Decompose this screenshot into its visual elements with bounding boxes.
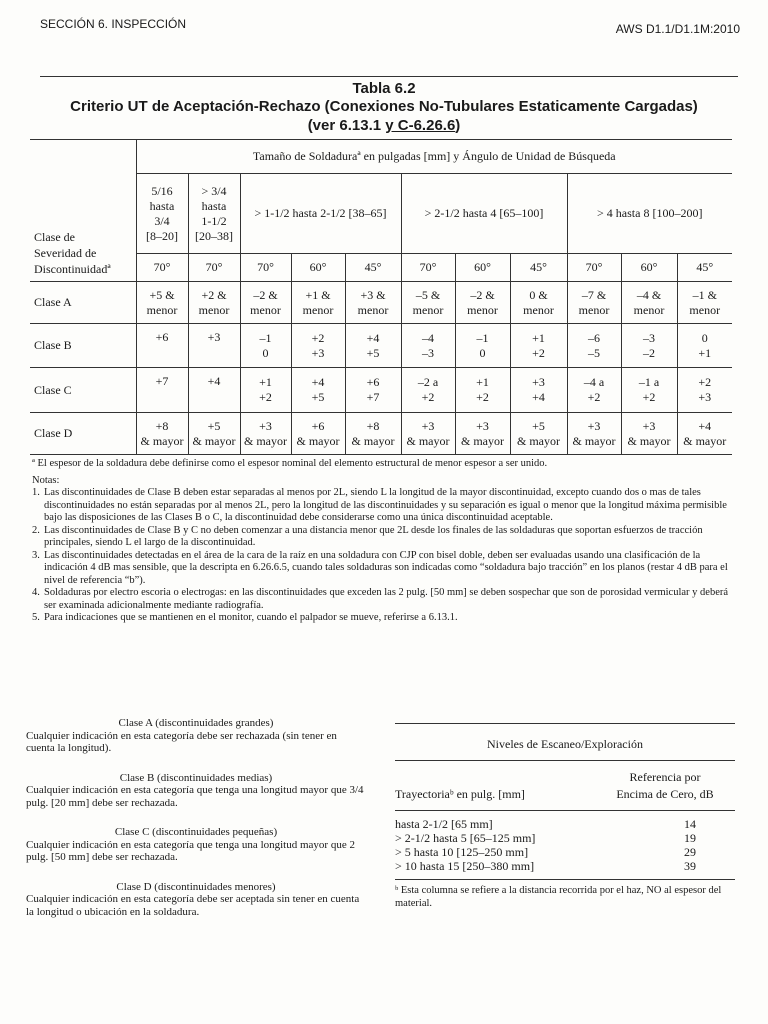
value-cell: +3 & mayor	[401, 413, 455, 455]
note-item: 2. Las discontinuidades de Clase B y C no deben comenzar a una distancia menor que 2L desde los finales de las soldaduras que soportan esfuerzos de tracción principales, siendo L el largo de la discontinuidad.	[32, 524, 703, 548]
group-4: > 4 hasta 8 [100–200]	[567, 174, 732, 254]
table-row	[30, 282, 732, 324]
footnote-a: ª El espesor de la soldadura debe definirse como el espesor nominal del elemento estructural de menor espesor a ser unido.	[32, 458, 548, 469]
notes-heading: Notas:	[32, 474, 60, 486]
angle-cell: 60°	[291, 254, 345, 282]
value-cell: 0 & menor	[510, 282, 567, 324]
value-cell: +4	[188, 368, 240, 413]
top-rule	[40, 76, 738, 77]
value-cell: –4 & menor	[621, 282, 677, 324]
notes-section	[32, 458, 738, 625]
value-cell: +1 +2	[510, 324, 567, 368]
group-1-1-2: > 1-1/2 hasta 2-1/2 [38–65]	[240, 174, 401, 254]
angle-cell: 70°	[136, 254, 188, 282]
scan-row: > 5 hasta 10 [125–250 mm] 29	[395, 845, 696, 859]
section-header: SECCIÓN 6. INSPECCIÓN	[40, 17, 187, 31]
scan-row: > 10 hasta 15 [250–380 mm] 39	[395, 859, 696, 873]
value-cell: –4 a +2	[567, 368, 621, 413]
value-cell: +5 & menor	[136, 282, 188, 324]
class-definitions	[26, 717, 366, 935]
value-cell: +2 & menor	[188, 282, 240, 324]
note-item: 5. Para indicaciones que se mantienen en el monitor, cuando el palpador se mueve, referirse a 6.13.1.	[32, 612, 458, 623]
note-item: 1. Las discontinuidades de Clase B deben estar separadas al menos por 2L, siendo L la longitud de la mayor discontinuidad, excepto cuando dos o mas de tales discontinuidades no están separadas por al menos 2L, pero la longitud de las discontinuidades y su separación es igual o menor que la longitud máxima permisible bajo las disposiciones de las Clases B o C, la discontinuidad debe considerarse como una única discontinuidad aceptable.	[32, 487, 727, 523]
value-cell: –5 & menor	[401, 282, 455, 324]
class-definition: Clase A (discontinuidades grandes) Cualquier indicación en esta categoría debe ser rechazada (sin tener en cuenta la longitud).	[26, 717, 337, 754]
group-3-4: > 3/4 hasta 1-1/2 [20–38]	[188, 174, 240, 254]
group-5-16: 5/16 hasta 3/4 [8–20]	[136, 174, 188, 254]
table-number: Tabla 6.2	[352, 80, 416, 97]
class-label: Clase B	[30, 324, 136, 368]
value-cell: –6 –5	[567, 324, 621, 368]
value-cell: –2 & menor	[240, 282, 291, 324]
angle-cell: 60°	[455, 254, 510, 282]
angle-cell: 45°	[510, 254, 567, 282]
table-title: Criterio UT de Aceptación-Rechazo (Conexiones No-Tubulares Estaticamente Cargadas)	[70, 98, 698, 115]
footnote-b: ᵇ Esta columna se refiere a la distancia recorrida por el haz, NO al espesor del material.	[395, 885, 722, 909]
value-cell: –3 –2	[621, 324, 677, 368]
angle-cell: 70°	[240, 254, 291, 282]
value-cell: +8 & mayor	[345, 413, 401, 455]
group-2-1-2: > 2-1/2 hasta 4 [65–100]	[401, 174, 567, 254]
value-cell: +3	[188, 324, 240, 368]
value-cell: –1 0	[455, 324, 510, 368]
value-cell: +5 & mayor	[188, 413, 240, 455]
value-cell: –4 –3	[401, 324, 455, 368]
class-definition: Clase D (discontinuidades menores) Cualquier indicación en esta categoría debe ser aceptada sin tener en cuenta la longitud o ubicación en la soldadura.	[26, 880, 360, 918]
value-cell: +3 & mayor	[621, 413, 677, 455]
value-cell: +2 +3	[291, 324, 345, 368]
angle-cell: 45°	[345, 254, 401, 282]
value-cell: +6 & mayor	[291, 413, 345, 455]
value-cell: +1 +2	[455, 368, 510, 413]
value-cell: +3 & mayor	[567, 413, 621, 455]
value-cell: +6	[136, 324, 188, 368]
class-definition: Clase B (discontinuidades medias) Cualquier indicación en esta categoría que tenga una longitud mayor que 3/4 pulg. [20 mm] debe ser rechazada.	[26, 771, 364, 809]
note-item: 3. Las discontinuidades detectadas en el área de la cara de la raíz en una soldadura con CJP con bisel doble, deben ser evaluadas usando una clasificación de la indicación 4 dB mas sensible, que la descripta en 6.26.6.5, cuando tales soldaduras son indicadas como “soldadura bajo tracción” en los planos (restar 4 dB para el nivel de referencia “b”).	[32, 549, 728, 586]
scan-title: Niveles de Escaneo/Exploración	[487, 737, 643, 751]
reference-link[interactable]: y C-6.26.6	[385, 117, 456, 134]
scan-col-db: Referencia por Encima de Cero, dB	[616, 770, 714, 801]
value-cell: +3 & mayor	[455, 413, 510, 455]
value-cell: 0 +1	[677, 324, 732, 368]
table-row	[30, 368, 732, 413]
angle-cell: 70°	[188, 254, 240, 282]
scan-levels-table	[395, 723, 735, 910]
value-cell: +2 +3	[677, 368, 732, 413]
class-definition: Clase C (discontinuidades pequeñas) Cualquier indicación en esta categoría que tenga una longitud mayor que 2 pulg. [50 mm] debe ser rechazada.	[26, 826, 355, 863]
acceptance-table	[30, 139, 732, 455]
value-cell: –2 a +2	[401, 368, 455, 413]
value-cell: –1 0	[240, 324, 291, 368]
value-cell: +1 +2	[240, 368, 291, 413]
scan-row: hasta 2-1/2 [65 mm] 14	[395, 817, 696, 831]
value-cell: –7 & menor	[567, 282, 621, 324]
table-row	[30, 324, 732, 368]
table-row	[30, 413, 732, 455]
value-cell: +3 & menor	[345, 282, 401, 324]
note-item: 4. Soldaduras por electro escoria o electrogas: en las discontinuidades que exceden las 2 pulg. [50 mm] se deben sospechar que son de porosidad vermicular y deberá ser examinada adicionalmente mediante radiografía.	[32, 587, 729, 611]
standard-code: AWS D1.1/D1.1M:2010	[615, 22, 740, 36]
value-cell: +3 & mayor	[240, 413, 291, 455]
angle-cell: 45°	[677, 254, 732, 282]
value-cell: +1 & menor	[291, 282, 345, 324]
class-label: Clase A	[30, 282, 136, 324]
value-cell: +7	[136, 368, 188, 413]
scan-row: > 2-1/2 hasta 5 [65–125 mm] 19	[395, 831, 696, 845]
value-cell: –1 & menor	[677, 282, 732, 324]
class-label: Clase C	[30, 368, 136, 413]
value-cell: +4 & mayor	[677, 413, 732, 455]
value-cell: +4 +5	[291, 368, 345, 413]
scan-col-path: Trayectoriaᵇ en pulg. [mm]	[395, 787, 525, 801]
angle-cell: 70°	[401, 254, 455, 282]
value-cell: –1 a +2	[621, 368, 677, 413]
value-cell: –2 & menor	[455, 282, 510, 324]
class-label: Clase D	[30, 413, 136, 455]
value-cell: +8 & mayor	[136, 413, 188, 455]
angle-cell: 60°	[621, 254, 677, 282]
weld-size-header: Tamaño de Soldaduraª en pulgadas [mm] y Ángulo de Unidad de Búsqueda	[136, 140, 732, 174]
angle-cell: 70°	[567, 254, 621, 282]
row-header: Clase de Severidad de Discontinuidadª	[30, 140, 136, 282]
value-cell: +4 +5	[345, 324, 401, 368]
value-cell: +6 +7	[345, 368, 401, 413]
value-cell: +3 +4	[510, 368, 567, 413]
value-cell: +5 & mayor	[510, 413, 567, 455]
table-reference: (ver 6.13.1 y C-6.26.6)	[307, 117, 461, 134]
